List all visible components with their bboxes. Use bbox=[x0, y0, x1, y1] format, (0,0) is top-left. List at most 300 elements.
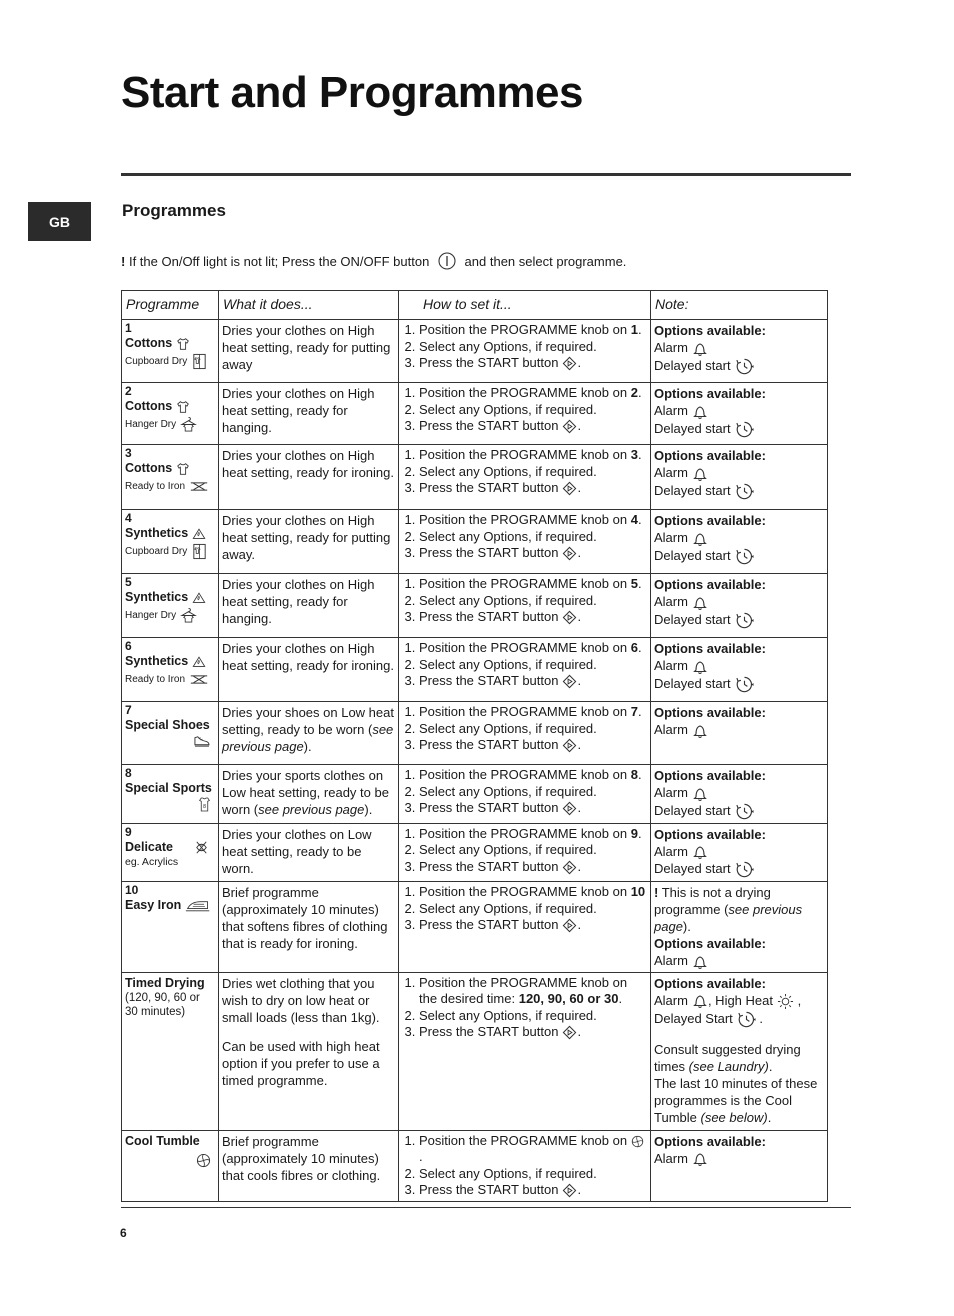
step-punct: . bbox=[618, 991, 623, 1007]
option-alarm bbox=[654, 593, 824, 611]
what-punct: ). bbox=[303, 739, 312, 754]
programme-subtitle: Ready to Iron bbox=[125, 481, 186, 492]
what-cell: Dries your clothes on High heat setting, ready for putting away. bbox=[219, 510, 399, 574]
step-text: Press the START button bbox=[419, 609, 559, 624]
programme-cell bbox=[122, 510, 219, 574]
programme-subtitle: Hanger Dry bbox=[125, 610, 177, 621]
option-alarm bbox=[654, 402, 824, 420]
step-2: 2. Select any Options, if required. bbox=[419, 721, 647, 738]
programme-name-line bbox=[125, 398, 215, 414]
how-cell bbox=[399, 823, 651, 882]
bottom-rule bbox=[121, 1207, 851, 1208]
option-alarm bbox=[654, 721, 824, 739]
note-reference: (see below) bbox=[700, 1109, 768, 1125]
options-label: Options available: bbox=[654, 936, 766, 952]
programmes-table bbox=[121, 290, 828, 1202]
cool-tumble-fan-icon bbox=[631, 1135, 644, 1148]
step-1 bbox=[419, 322, 647, 339]
step-text: Position the PROGRAMME knob on bbox=[419, 640, 631, 655]
option-delayed bbox=[654, 611, 824, 630]
alarm-label: Alarm bbox=[654, 722, 688, 737]
step-1 bbox=[419, 826, 647, 843]
step-3: 3. Press the START button . bbox=[419, 1024, 647, 1041]
step-3: 3. Press the START button . bbox=[419, 800, 647, 817]
programme-subtitle: Hanger Dry bbox=[125, 419, 177, 430]
options-label: Options available: bbox=[654, 448, 766, 463]
programme-cell bbox=[122, 383, 219, 445]
start-button-icon bbox=[562, 481, 577, 496]
onoff-note bbox=[121, 251, 626, 271]
programme-name: Easy Iron bbox=[125, 898, 182, 913]
what-punct: ). bbox=[364, 802, 373, 817]
programme-cell bbox=[122, 882, 219, 973]
note-cell bbox=[651, 972, 828, 1130]
programme-name-line bbox=[125, 653, 215, 669]
programme-number: 4 bbox=[125, 511, 132, 525]
delayed-start-label: Delayed start bbox=[654, 675, 731, 691]
step-3: 3. Press the START button . bbox=[419, 609, 647, 626]
cupboard-dry-icon bbox=[191, 543, 208, 560]
step-1 bbox=[419, 767, 647, 784]
what-text: Dries your shoes on Low heat setting, ready to be worn ( bbox=[222, 705, 394, 737]
table-row bbox=[122, 510, 828, 574]
header-what: What it does... bbox=[219, 291, 399, 320]
step-3: 3. Press the START button . bbox=[419, 480, 647, 497]
step-text: Position the PROGRAMME knob on bbox=[419, 576, 631, 591]
note-mark: ! bbox=[654, 885, 659, 901]
programme-name: Cottons bbox=[125, 399, 173, 413]
delayed-start-clock-icon bbox=[735, 420, 754, 439]
delayed-start-label: Delayed start bbox=[654, 861, 731, 877]
step-1 bbox=[419, 385, 647, 402]
programme-cell bbox=[122, 765, 219, 824]
programme-cell bbox=[122, 702, 219, 765]
language-tab: GB bbox=[28, 202, 91, 241]
option-alarm bbox=[654, 529, 824, 547]
hanger-dry-icon bbox=[180, 416, 197, 433]
start-button-icon bbox=[562, 610, 577, 625]
step-text: Position the PROGRAMME knob on bbox=[419, 385, 631, 400]
delayed-start-label: Delayed start bbox=[654, 547, 731, 563]
cotton-shirt-icon bbox=[176, 462, 190, 476]
step-3: 3. Press the START button . bbox=[419, 917, 647, 934]
delayed-start-label: Delayed start bbox=[654, 802, 731, 818]
programme-cell bbox=[122, 972, 219, 1130]
programme-sub-line bbox=[125, 414, 215, 436]
knob-position: 10 bbox=[630, 884, 646, 900]
option-alarm bbox=[654, 339, 824, 357]
programme-name-line bbox=[125, 460, 215, 476]
what-reference: see previous page bbox=[258, 802, 365, 817]
alarm-label: Alarm bbox=[654, 1150, 688, 1166]
high-heat-sun-icon bbox=[777, 993, 794, 1010]
step-1 bbox=[419, 704, 647, 721]
step-text: Press the START button bbox=[419, 418, 559, 433]
note-cell bbox=[651, 823, 828, 882]
step-text: Press the START button bbox=[419, 800, 559, 815]
what-cell: Brief programme (approximately 10 minutes) that softens fibres of clothing that is ready for ironing. bbox=[219, 882, 399, 973]
table-row bbox=[122, 320, 828, 383]
options-label: Options available: bbox=[654, 705, 766, 720]
note-cell bbox=[651, 383, 828, 445]
knob-position: 4 bbox=[630, 512, 638, 527]
shoes-icon bbox=[192, 733, 211, 748]
start-button-icon bbox=[562, 801, 577, 816]
programme-name-line bbox=[125, 335, 215, 351]
hanger-dry-icon bbox=[180, 607, 197, 624]
table-header-row bbox=[122, 291, 828, 320]
knob-position: 7 bbox=[630, 704, 638, 719]
step-3: 3. Press the START button . bbox=[419, 355, 647, 372]
how-cell bbox=[399, 702, 651, 765]
alarm-bell-icon bbox=[692, 595, 708, 611]
step-2: 2. Select any Options, if required. bbox=[419, 593, 647, 610]
programme-name-line bbox=[125, 589, 215, 605]
step-text: Position the PROGRAMME knob on bbox=[419, 825, 631, 841]
start-button-icon bbox=[562, 419, 577, 434]
top-rule bbox=[121, 173, 851, 176]
start-button-icon bbox=[562, 1183, 577, 1198]
programme-subtitle: Cupboard Dry bbox=[125, 546, 188, 557]
alarm-label: Alarm bbox=[654, 843, 688, 859]
options-label: Options available: bbox=[654, 577, 766, 592]
step-text: Press the START button bbox=[419, 545, 559, 560]
synthetics-icon bbox=[192, 591, 206, 605]
how-cell bbox=[399, 383, 651, 445]
step-1: 1. Position the PROGRAMME knob on. bbox=[419, 1133, 647, 1166]
step-2: 2. Select any Options, if required. bbox=[419, 529, 647, 546]
how-cell bbox=[399, 882, 651, 973]
alarm-bell-icon bbox=[692, 1151, 708, 1167]
step-text: Press the START button bbox=[419, 917, 559, 933]
delayed-start-label: Delayed start bbox=[654, 420, 731, 436]
programme-number: 7 bbox=[125, 703, 132, 717]
start-button-icon bbox=[562, 860, 577, 875]
delayed-start-clock-icon bbox=[735, 860, 754, 879]
how-cell bbox=[399, 638, 651, 702]
note-cell bbox=[651, 320, 828, 383]
knob-position: 8 bbox=[630, 767, 638, 782]
knob-position: 6 bbox=[630, 640, 638, 655]
alarm-bell-icon bbox=[692, 341, 708, 357]
option-alarm bbox=[654, 1150, 824, 1168]
programme-number: 8 bbox=[125, 766, 132, 780]
start-button-icon bbox=[562, 674, 577, 689]
step-2: 2. Select any Options, if required. bbox=[419, 901, 647, 918]
cool-tumble-note bbox=[654, 1075, 824, 1126]
step-1 bbox=[419, 576, 647, 593]
note-text: This is not a drying programme ( bbox=[654, 885, 771, 918]
what-text: Dries your sports clothes on Low heat setting, ready to be worn ( bbox=[222, 768, 389, 817]
step-text: Press the START button bbox=[419, 673, 559, 688]
step-punct: . bbox=[637, 704, 642, 719]
programme-name: Cool Tumble bbox=[125, 1133, 200, 1148]
programme-cell bbox=[122, 638, 219, 702]
table-row bbox=[122, 765, 828, 824]
note-punct: . bbox=[768, 1058, 773, 1074]
step-1 bbox=[419, 975, 647, 1008]
step-punct: . bbox=[637, 825, 642, 841]
note-text: The last 10 minutes of these programmes is the Cool Tumble bbox=[654, 1075, 818, 1125]
step-punct: . bbox=[637, 576, 642, 591]
how-cell bbox=[399, 1130, 651, 1201]
knob-position: 1 bbox=[630, 322, 638, 337]
step-3: 3. Press the START button . bbox=[419, 673, 647, 690]
programme-number: 2 bbox=[125, 384, 132, 398]
programme-sub-line bbox=[125, 605, 215, 627]
start-button-icon bbox=[562, 738, 577, 753]
delicate-icon bbox=[193, 839, 210, 856]
programme-number: 9 bbox=[125, 824, 132, 839]
how-cell bbox=[399, 765, 651, 824]
table-row bbox=[122, 445, 828, 510]
note-cell bbox=[651, 765, 828, 824]
note-cell bbox=[651, 445, 828, 510]
option-delayed bbox=[654, 675, 824, 694]
programme-name: Delicate bbox=[125, 839, 173, 854]
options-label: Options available: bbox=[654, 826, 766, 842]
step-1 bbox=[419, 640, 647, 657]
programme-name-line bbox=[125, 839, 215, 856]
table-row bbox=[122, 972, 828, 1130]
programme-subtitle: Ready to Iron bbox=[125, 674, 186, 685]
start-button-icon bbox=[562, 1025, 577, 1040]
header-note: Note: bbox=[651, 291, 828, 320]
alarm-bell-icon bbox=[692, 954, 708, 970]
step-2: 2. Select any Options, if required. bbox=[419, 842, 647, 859]
alarm-label: Alarm bbox=[654, 953, 688, 969]
note-cell bbox=[651, 574, 828, 638]
step-text: Press the START button bbox=[419, 737, 559, 752]
note-text-before: If the On/Off light is not lit; Press the ON/OFF button bbox=[128, 254, 430, 269]
what-cell: Dries your clothes on Low heat setting, ready to be worn. bbox=[219, 823, 399, 882]
step-2: 2. Select any Options, if required. bbox=[419, 657, 647, 674]
what-cell bbox=[219, 702, 399, 765]
option-delayed bbox=[654, 482, 824, 501]
what-cell bbox=[219, 972, 399, 1130]
not-drying-note bbox=[654, 884, 824, 935]
cotton-shirt-icon bbox=[176, 400, 190, 414]
start-button-icon bbox=[562, 918, 577, 933]
option-delayed bbox=[654, 547, 824, 566]
note-cell bbox=[651, 702, 828, 765]
programme-name: Special Shoes bbox=[125, 718, 210, 732]
programme-cell bbox=[122, 823, 219, 882]
step-3: 3. Press the START button . bbox=[419, 737, 647, 754]
option-alarm bbox=[654, 952, 824, 970]
ready-to-iron-icon bbox=[189, 480, 209, 493]
option-alarm bbox=[654, 657, 824, 675]
what-cell: Dries your clothes on High heat setting, ready for hanging. bbox=[219, 574, 399, 638]
table-row bbox=[122, 882, 828, 973]
options-label: Options available: bbox=[654, 641, 766, 656]
step-2: 2. Select any Options, if required. bbox=[419, 1166, 647, 1183]
step-text: Position the PROGRAMME knob on bbox=[419, 1132, 628, 1148]
note-cell bbox=[651, 510, 828, 574]
programme-sub-line bbox=[125, 541, 215, 563]
synthetics-icon bbox=[192, 655, 206, 669]
table-row bbox=[122, 574, 828, 638]
programme-subtitle: Cupboard Dry bbox=[125, 356, 188, 367]
what-cell bbox=[219, 765, 399, 824]
delayed-start-clock-icon bbox=[735, 611, 754, 630]
what-cell: Brief programme (approximately 10 minutes) that cools fibres or clothing. bbox=[219, 1130, 399, 1201]
step-3: 3. Press the START button . bbox=[419, 545, 647, 562]
option-delayed bbox=[654, 860, 824, 879]
step-1 bbox=[419, 512, 647, 529]
cool-tumble-fan-icon bbox=[196, 1153, 211, 1168]
note-reference: (see Laundry) bbox=[688, 1058, 769, 1074]
step-2: 2. Select any Options, if required. bbox=[419, 1008, 647, 1025]
delayed-start-label: Delayed start bbox=[654, 611, 731, 627]
note-punct: ). bbox=[682, 919, 691, 935]
how-cell bbox=[399, 320, 651, 383]
programme-subtitle: eg. Acrylics bbox=[125, 855, 179, 868]
step-text: Position the PROGRAMME knob on bbox=[419, 884, 631, 900]
alarm-bell-icon bbox=[692, 786, 708, 802]
alarm-bell-icon bbox=[692, 404, 708, 420]
what-text-2: Can be used with high heat option if you prefer to use a timed programme. bbox=[222, 1038, 380, 1088]
programme-number: 5 bbox=[125, 575, 132, 589]
alarm-bell-icon bbox=[692, 993, 708, 1009]
option-delayed bbox=[654, 357, 824, 376]
note-mark: ! bbox=[121, 254, 126, 269]
table-row bbox=[122, 383, 828, 445]
option-alarm bbox=[654, 784, 824, 802]
page-title: Start and Programmes bbox=[121, 68, 583, 117]
step-text: Press the START button bbox=[419, 355, 559, 370]
delayed-start-label: Delayed start bbox=[654, 482, 731, 498]
option-delayed: Delayed Start . bbox=[654, 1010, 824, 1029]
cupboard-dry-icon bbox=[191, 353, 208, 370]
programme-number: 10 bbox=[125, 883, 139, 898]
programme-cell bbox=[122, 445, 219, 510]
options-label: Options available: bbox=[654, 975, 766, 991]
note-text-after: and then select programme. bbox=[464, 254, 627, 269]
alarm-bell-icon bbox=[692, 723, 708, 739]
programme-sub-line bbox=[125, 351, 215, 373]
programme-subtitle: (120, 90, 60 or 30 minutes) bbox=[125, 991, 200, 1018]
table-row bbox=[122, 638, 828, 702]
delayed-start-label: Delayed start bbox=[654, 357, 731, 373]
what-reference: see previous page bbox=[222, 722, 394, 754]
option-delayed bbox=[654, 802, 824, 821]
on-off-button-icon bbox=[437, 251, 457, 271]
programme-name: Synthetics bbox=[125, 590, 189, 604]
alarm-label: Alarm bbox=[654, 992, 688, 1008]
step-1 bbox=[419, 884, 647, 901]
step-punct: . bbox=[637, 385, 642, 400]
how-cell bbox=[399, 445, 651, 510]
option-delayed bbox=[654, 420, 824, 439]
alarm-bell-icon bbox=[692, 531, 708, 547]
step-3: 3. Press the START button . bbox=[419, 859, 647, 876]
delayed-start-clock-icon bbox=[735, 675, 754, 694]
start-button-icon bbox=[562, 546, 577, 561]
step-punct: . bbox=[637, 447, 642, 462]
easy-iron-icon bbox=[185, 899, 211, 913]
alarm-bell-icon bbox=[692, 659, 708, 675]
step-text: Press the START button bbox=[419, 1024, 559, 1040]
step-2: 2. Select any Options, if required. bbox=[419, 339, 647, 356]
note-text: Consult suggested drying times bbox=[654, 1041, 801, 1074]
step-punct: . bbox=[637, 512, 642, 527]
what-cell: Dries your clothes on High heat setting, ready for hanging. bbox=[219, 383, 399, 445]
delayed-start-clock-icon bbox=[735, 482, 754, 501]
note-cell bbox=[651, 638, 828, 702]
step-2: 2. Select any Options, if required. bbox=[419, 402, 647, 419]
option-alarm-high-heat: Alarm , High Heat , bbox=[654, 992, 824, 1010]
step-text: Position the PROGRAMME knob on bbox=[419, 704, 631, 719]
alarm-label: Alarm bbox=[654, 594, 688, 609]
table-row bbox=[122, 823, 828, 882]
note-reference: see previous page bbox=[654, 902, 803, 935]
step-text: Position the PROGRAMME knob on the desired time: bbox=[419, 974, 628, 1007]
programme-number: 1 bbox=[125, 321, 132, 335]
delayed-start-label: Delayed Start bbox=[654, 1010, 733, 1026]
how-cell bbox=[399, 510, 651, 574]
step-3: 3. Press the START button . bbox=[419, 1182, 647, 1199]
knob-position: 9 bbox=[630, 825, 638, 841]
programme-cell bbox=[122, 320, 219, 383]
alarm-label: Alarm bbox=[654, 465, 688, 480]
step-punct: . bbox=[637, 640, 642, 655]
programme-name: Cottons bbox=[125, 336, 173, 350]
step-text: Press the START button bbox=[419, 1182, 559, 1198]
what-cell: Dries your clothes on High heat setting, ready for putting away bbox=[219, 320, 399, 383]
paragraph-gap bbox=[654, 1029, 824, 1041]
programme-name-line bbox=[125, 525, 215, 541]
what-text: Dries wet clothing that you wish to dry on low heat or small loads (less than 1kg). bbox=[222, 975, 380, 1025]
programme-number: 3 bbox=[125, 446, 132, 460]
options-label: Options available: bbox=[654, 323, 766, 338]
step-text: Press the START button bbox=[419, 858, 559, 874]
options-label: Options available: bbox=[654, 768, 766, 783]
option-alarm bbox=[654, 843, 824, 861]
option-alarm bbox=[654, 464, 824, 482]
step-punct: . bbox=[637, 322, 642, 337]
synthetics-icon bbox=[192, 527, 206, 541]
what-cell: Dries your clothes on High heat setting, ready for ironing. bbox=[219, 445, 399, 510]
delayed-start-clock-icon bbox=[735, 802, 754, 821]
programme-name: Cottons bbox=[125, 461, 173, 475]
header-programme: Programme bbox=[122, 291, 219, 320]
programme-name: Synthetics bbox=[125, 654, 189, 668]
cotton-shirt-icon bbox=[176, 337, 190, 351]
knob-position: 3 bbox=[630, 447, 638, 462]
step-text: Position the PROGRAMME knob on bbox=[419, 447, 631, 462]
step-1 bbox=[419, 447, 647, 464]
step-punct: . bbox=[637, 767, 642, 782]
knob-position: 2 bbox=[630, 385, 638, 400]
how-cell bbox=[399, 574, 651, 638]
alarm-label: Alarm bbox=[654, 785, 688, 800]
what-cell: Dries your clothes on High heat setting, ready for ironing. bbox=[219, 638, 399, 702]
alarm-label: Alarm bbox=[654, 403, 688, 418]
programme-sub-line bbox=[125, 476, 215, 498]
delayed-start-clock-icon bbox=[735, 357, 754, 376]
programme-name: Timed Drying bbox=[125, 975, 205, 990]
time-options: 120, 90, 60 or 30 bbox=[518, 991, 619, 1007]
start-button-icon bbox=[562, 356, 577, 371]
note-cell bbox=[651, 882, 828, 973]
options-label: Options available: bbox=[654, 513, 766, 528]
alarm-label: Alarm bbox=[654, 658, 688, 673]
note-cell bbox=[651, 1130, 828, 1201]
step-3: 3. Press the START button . bbox=[419, 418, 647, 435]
programme-number: 6 bbox=[125, 639, 132, 653]
delayed-start-clock-icon bbox=[737, 1010, 756, 1029]
